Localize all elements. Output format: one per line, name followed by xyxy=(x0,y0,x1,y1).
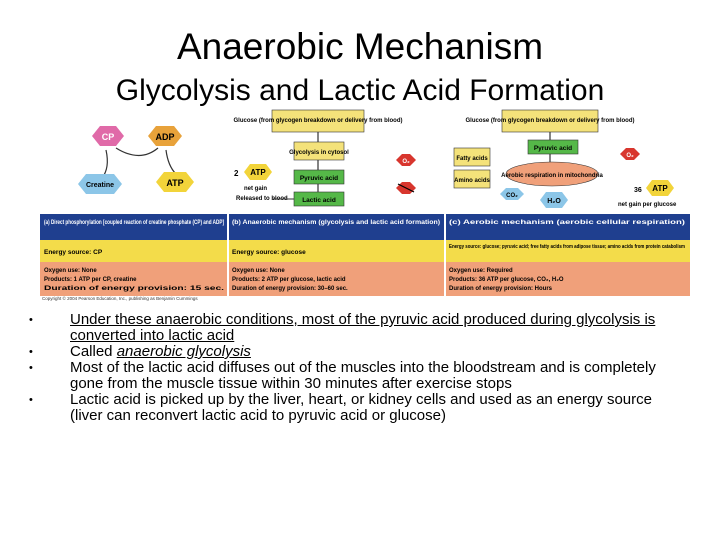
heading-band xyxy=(40,214,690,240)
panel-a-duration: Duration of energy provision: 15 sec. xyxy=(44,286,225,292)
bullet-emphasis: anaerobic glycolysis xyxy=(116,343,251,360)
figure-svg xyxy=(40,108,690,302)
energy-mechanisms-figure xyxy=(40,108,690,302)
panel-a-oxygen: Oxygen use: None xyxy=(44,268,97,274)
panel-c-products: Products: 36 ATP per glucose, CO₂, H₂O xyxy=(449,277,564,283)
panel-b-oxygen: Oxygen use: None xyxy=(232,268,285,274)
bullet-list xyxy=(26,312,666,424)
panel-a-products: Products: 1 ATP per CP, creatine xyxy=(44,277,137,283)
bullet-text: Lactic acid is picked up by the liver, heart, or kidney cells and used as an energy source (liver can reconvert lactic acid to pyruvic acid or glucose) xyxy=(70,391,652,424)
slide-title: Anaerobic Mechanism xyxy=(176,26,544,67)
panel-b-energy: Energy source: glucose xyxy=(232,249,306,256)
o2-b-label: O₂ xyxy=(402,159,410,165)
panel-c-energy: Energy source: glucose; pyruvic acid; free fatty acids from adipose tissue; amino acids from protein catabolism xyxy=(449,244,686,250)
lactic-label: Lactic acid xyxy=(302,197,336,204)
panel-c-heading: (c) Aerobic mechanism (aerobic cellular respiration) xyxy=(449,220,685,226)
atp-c-label: ATP xyxy=(652,184,668,193)
panel-a-energy: Energy source: CP xyxy=(44,249,103,256)
pyruvic-c-label: Pyruvic acid xyxy=(533,145,573,152)
panel-b-heading: (b) Anaerobic mechanism (glycolysis and lactic acid formation) xyxy=(232,220,441,226)
slide-subtitle: Glycolysis and Lactic Acid Formation xyxy=(115,74,605,107)
bullet-text: Most of the lactic acid diffuses out of the muscles into the bloodstream and is completely gone from the muscle tissue within 30 minutes after exercise stops xyxy=(70,359,656,392)
amino-label: Amino acids xyxy=(454,178,490,184)
released-label: Released to blood xyxy=(236,196,288,202)
atp-b-count: 2 xyxy=(234,169,239,178)
glucose-b-label: Glucose (from glycogen breakdown or delivery from blood) xyxy=(233,118,403,124)
h2o-label: H₂O xyxy=(547,198,561,205)
bullet-prefix: Called xyxy=(70,343,117,360)
panel-c-duration: Duration of energy provision: Hours xyxy=(449,286,553,292)
figure-copyright: Copyright © 2004 Pearson Education, Inc., publishing as Benjamin Cummings xyxy=(42,296,198,301)
net-gain-c: net gain per glucose xyxy=(618,202,677,208)
glucose-c-label: Glucose (from glycogen breakdown or delivery from blood) xyxy=(465,118,635,124)
o2-c-label: O₂ xyxy=(626,153,634,159)
adp-label: ADP xyxy=(155,132,175,142)
bullet-mark: • xyxy=(29,362,33,374)
fatty-label: Fatty acids xyxy=(456,156,488,162)
bullet-text xyxy=(70,344,666,360)
pyruvic-b-label: Pyruvic acid xyxy=(299,175,339,182)
co2-label: CO₂ xyxy=(506,193,518,199)
net-gain-b: net gain xyxy=(244,186,268,192)
bullet-item-2 xyxy=(26,344,666,360)
panel-b-products: Products: 2 ATP per glucose, lactic acid xyxy=(232,277,346,283)
atp-b-label: ATP xyxy=(250,168,266,177)
bullet-mark: • xyxy=(29,314,33,326)
panel-a-heading: (a) Direct phosphorylation [coupled reaction of creatine phosphate (CP) and ADP] xyxy=(44,220,224,226)
bullet-item-4 xyxy=(26,392,666,424)
bullet-item-3 xyxy=(26,360,666,392)
bullet-text: Under these anaerobic conditions, most of the pyruvic acid produced during glycolysis is converted into lactic acid xyxy=(70,311,656,344)
aerobic-label: Aerobic respiration in mitochondria xyxy=(501,173,603,179)
bullet-mark: • xyxy=(29,346,33,358)
bullet-mark: • xyxy=(29,394,33,406)
cp-label: CP xyxy=(101,132,115,142)
glycolysis-label: Glycolysis in cytosol xyxy=(289,150,349,156)
panel-b-duration: Duration of energy provision: 30–60 sec. xyxy=(232,286,348,292)
creatine-label: Creatine xyxy=(85,182,115,189)
bullet-item-1 xyxy=(26,312,666,344)
atp-a-label: ATP xyxy=(166,178,184,188)
atp-c-count: 36 xyxy=(634,187,642,194)
panel-c-oxygen: Oxygen use: Required xyxy=(449,268,513,274)
